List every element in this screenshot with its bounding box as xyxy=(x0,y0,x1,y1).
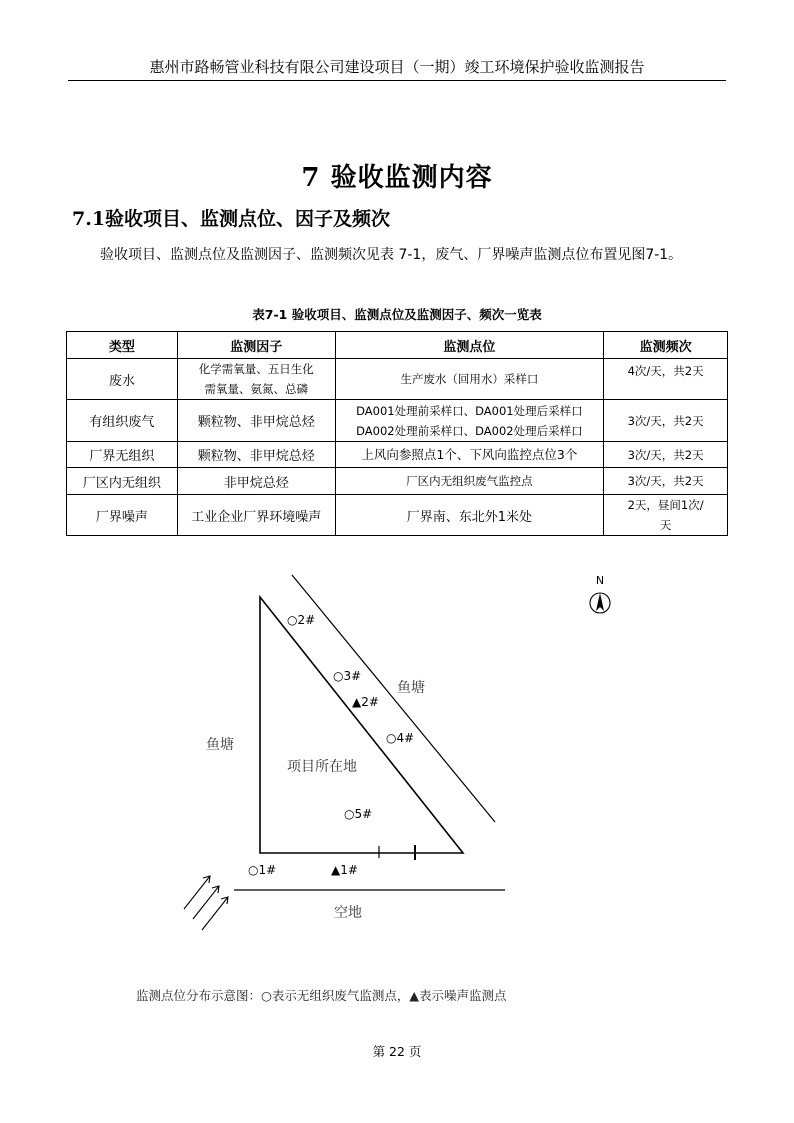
header-type: 类型 xyxy=(67,332,178,359)
cell-frequency: 4次/天，共2天 xyxy=(604,359,728,400)
monitoring-table xyxy=(66,331,728,536)
pond-left-label: 鱼塘 xyxy=(206,737,234,753)
intro-paragraph: 验收项目、监测点位及监测因子、监测频次见表 7-1，废气、厂界噪声监测点位布置见图7-1。 xyxy=(100,247,683,263)
noise-point-2: ▲2# xyxy=(352,695,379,709)
header-factor: 监测因子 xyxy=(177,332,335,359)
header-frequency: 监测频次 xyxy=(604,332,728,359)
pond-edge-line xyxy=(292,575,495,822)
cell-point: 上风向参照点1个、下风向监控点位3个 xyxy=(335,442,604,468)
cell-point: 厂界南、东北外1米处 xyxy=(335,495,604,536)
section-title: 7.1验收项目、监测点位、因子及频次 xyxy=(72,208,391,230)
cell-frequency-line: 天 xyxy=(659,518,672,532)
cell-frequency: 3次/天，共2天 xyxy=(604,400,728,442)
cell-factor-line: 化学需氧量、五日生化 xyxy=(198,362,314,376)
noise-point-1: ▲1# xyxy=(331,863,358,877)
cell-frequency: 3次/天，共2天 xyxy=(604,442,728,468)
north-arrow-icon xyxy=(590,574,610,613)
monitor-point-1: ○1# xyxy=(248,863,277,877)
monitor-point-2: ○2# xyxy=(287,613,316,627)
cell-factor: 颗粒物、非甲烷总烃 xyxy=(177,442,335,468)
cell-factor: 非甲烷总烃 xyxy=(177,468,335,495)
page-number: 第 22 页 xyxy=(372,1044,422,1059)
cell-factor: 颗粒物、非甲烷总烃 xyxy=(177,400,335,442)
wind-arrows xyxy=(184,876,228,930)
table-caption: 表7-1 验收项目、监测点位及监测因子、频次一览表 xyxy=(252,307,542,322)
cell-point: 生产废水（回用水）采样口 xyxy=(335,359,604,400)
cell-factor xyxy=(177,359,335,400)
cell-type: 有组织废气 xyxy=(67,400,178,442)
cell-point-line: DA001处理前采样口、DA001处理后采样口 xyxy=(356,403,583,418)
cell-point xyxy=(335,400,604,442)
site-map-figure xyxy=(0,560,794,980)
cell-frequency-line: 2天，昼间1次/ xyxy=(627,498,704,512)
figure-caption: 监测点位分布示意图：○表示无组织废气监测点，▲表示噪声监测点 xyxy=(136,988,507,1003)
cell-frequency: 3次/天，共2天 xyxy=(604,468,728,495)
report-header: 惠州市路畅管业科技有限公司建设项目（一期）竣工环境保护验收监测报告 xyxy=(149,58,645,76)
cell-type: 厂区内无组织 xyxy=(67,468,178,495)
cell-factor: 工业企业厂界环境噪声 xyxy=(177,495,335,536)
monitor-point-4: ○4# xyxy=(386,731,415,745)
cell-point: 厂区内无组织废气监控点 xyxy=(335,468,604,495)
table-row xyxy=(67,442,728,468)
cell-type: 厂界无组织 xyxy=(67,442,178,468)
cell-type: 废水 xyxy=(67,359,178,400)
cell-point-line: DA002处理前采样口、DA002处理后采样口 xyxy=(356,423,583,438)
pond-right-label: 鱼塘 xyxy=(397,680,425,696)
table-row xyxy=(67,359,728,400)
table-row xyxy=(67,468,728,495)
north-label: N xyxy=(595,574,605,587)
header-divider xyxy=(68,80,726,81)
site-label: 项目所在地 xyxy=(287,759,357,775)
monitor-point-3: ○3# xyxy=(333,669,362,683)
chapter-title: 7 验收监测内容 xyxy=(301,163,493,193)
monitor-point-5: ○5# xyxy=(344,807,373,821)
table-row xyxy=(67,495,728,536)
cell-type: 厂界噪声 xyxy=(67,495,178,536)
table-row xyxy=(67,400,728,442)
open-land-label: 空地 xyxy=(334,905,362,921)
header-point: 监测点位 xyxy=(335,332,604,359)
cell-factor-line: 需氧量、氨氮、总磷 xyxy=(204,382,308,396)
table-header-row xyxy=(67,332,728,359)
cell-frequency xyxy=(604,495,728,536)
